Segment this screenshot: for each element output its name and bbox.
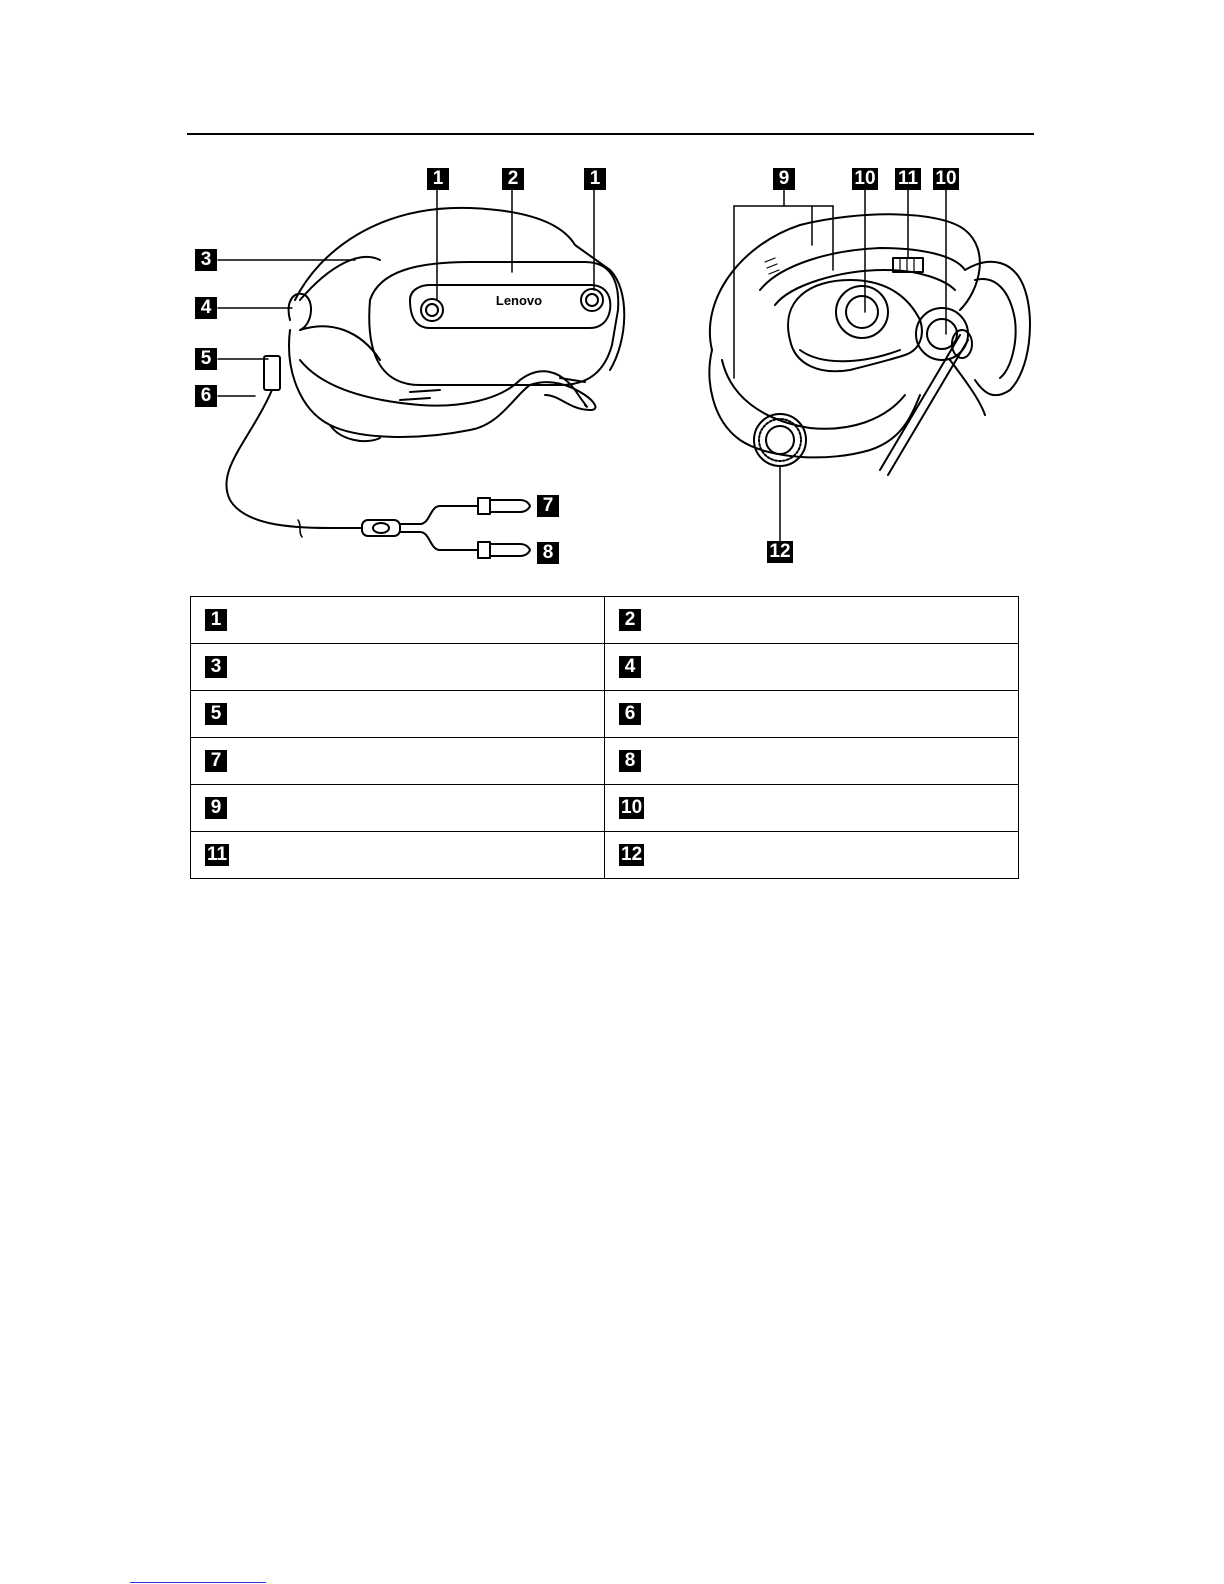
callout-11: 11: [895, 168, 921, 190]
table-row: [191, 785, 1019, 832]
legend-badge: 8: [619, 750, 641, 772]
legend-badge: 9: [205, 797, 227, 819]
legend-cell: [605, 644, 1019, 691]
legend-badge: 6: [619, 703, 641, 725]
callout-legend-table: [190, 596, 1019, 879]
brand-logo-text: Lenovo: [495, 293, 543, 308]
table-row: [191, 597, 1019, 644]
callout-6: 6: [195, 385, 217, 407]
headset-figure: [0, 0, 1224, 590]
legend-cell: [605, 597, 1019, 644]
callout-5: 5: [195, 348, 217, 370]
callout-12: 12: [767, 541, 793, 563]
callout-10: 10: [933, 168, 959, 190]
legend-cell: [191, 832, 605, 879]
legend-cell: [191, 738, 605, 785]
table-row: [191, 738, 1019, 785]
callout-9: 9: [773, 168, 795, 190]
legend-cell: [605, 785, 1019, 832]
legend-cell: [191, 644, 605, 691]
legend-cell: [191, 597, 605, 644]
headset-front-view: [218, 190, 624, 558]
legend-badge: 5: [205, 703, 227, 725]
legend-badge: 3: [205, 656, 227, 678]
legend-cell: [605, 832, 1019, 879]
legend-badge: 10: [621, 797, 643, 818]
legend-badge: 2: [619, 609, 641, 631]
callout-4: 4: [195, 297, 217, 319]
callout-1: 1: [427, 168, 449, 190]
table-row: [191, 691, 1019, 738]
legend-badge: 4: [619, 656, 641, 678]
table-row: [191, 644, 1019, 691]
legend-badge: 1: [205, 609, 227, 631]
headset-rear-view: [709, 190, 1030, 541]
legend-cell: [605, 738, 1019, 785]
callout-10: 10: [852, 168, 878, 190]
table-row: [191, 832, 1019, 879]
legend-cell: [191, 785, 605, 832]
callout-1: 1: [584, 168, 606, 190]
callout-7: 7: [537, 495, 559, 517]
callout-2: 2: [502, 168, 524, 190]
legend-cell: [605, 691, 1019, 738]
footer-link-underline: [130, 1582, 266, 1583]
callout-8: 8: [537, 542, 559, 564]
legend-badge: 7: [205, 750, 227, 772]
legend-badge: 11: [207, 844, 228, 865]
callout-3: 3: [195, 249, 217, 271]
legend-badge: 12: [621, 844, 643, 865]
legend-cell: [191, 691, 605, 738]
